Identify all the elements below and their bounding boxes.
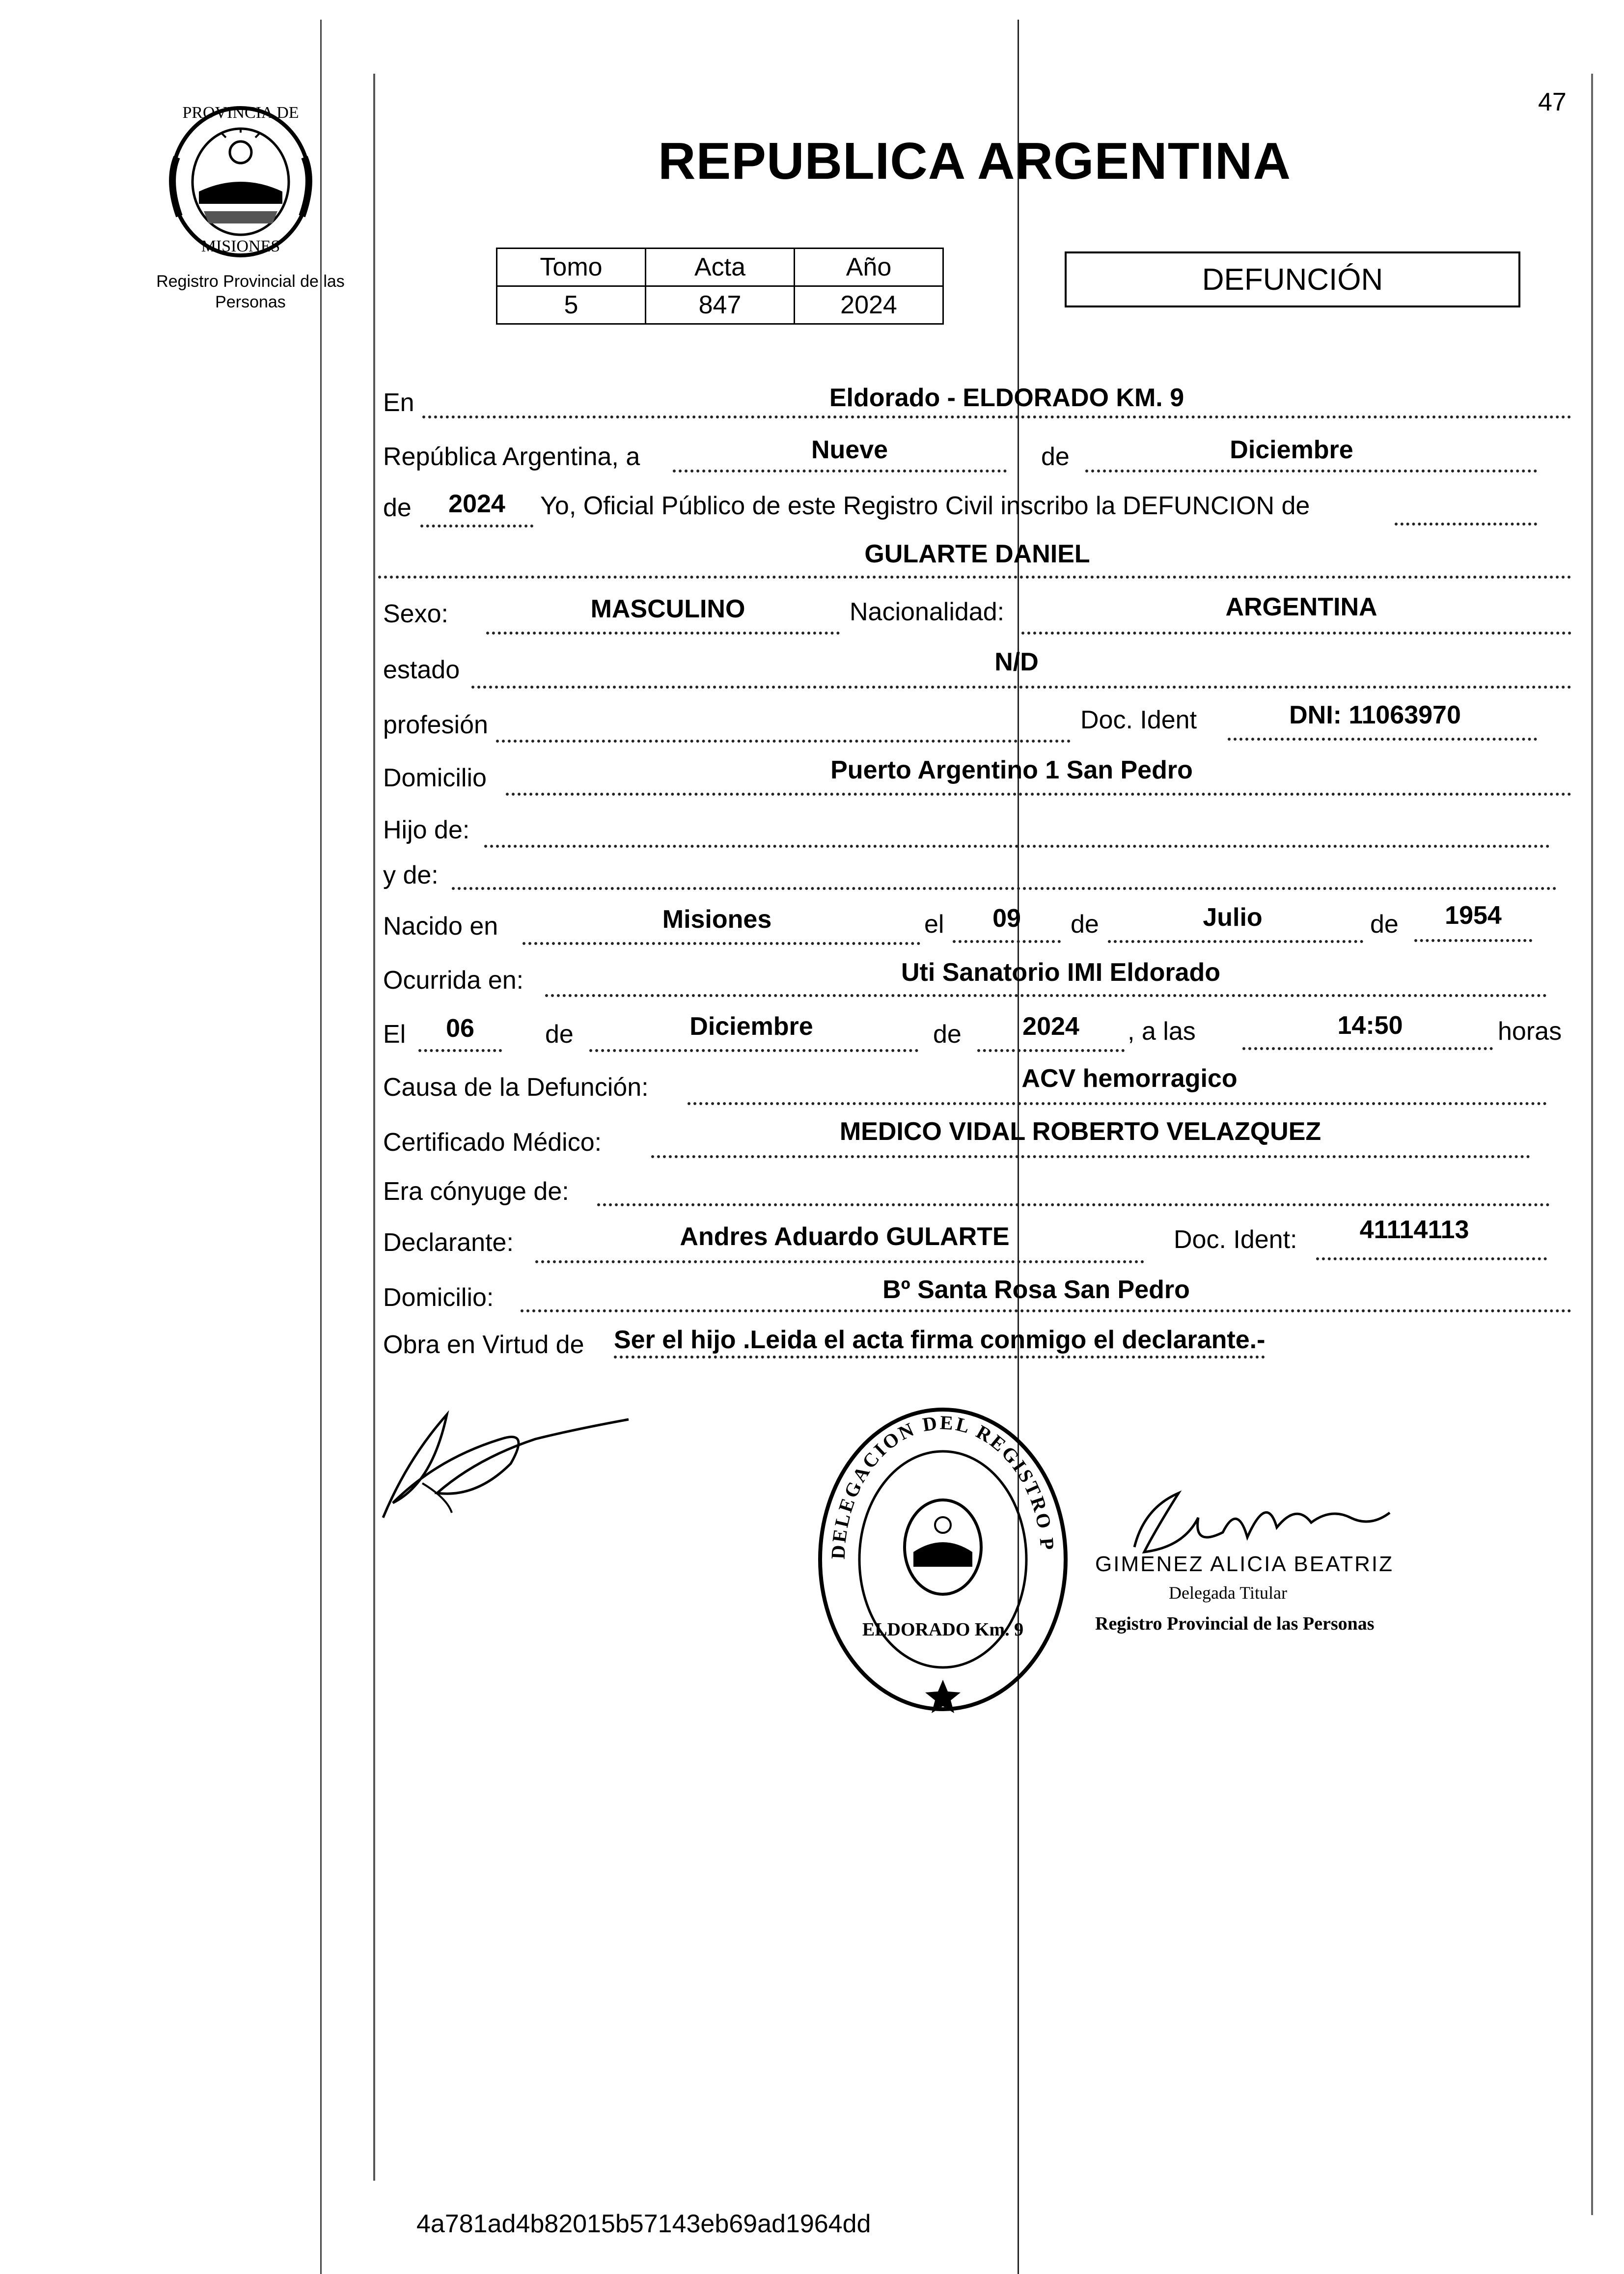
seal-text: DELEGACION DEL REGISTRO P [826, 1411, 1059, 1560]
delegate-role: Delegada Titular [1169, 1583, 1287, 1603]
table-cell-tomo: 5 [497, 286, 646, 324]
obra-label: Obra en Virtud de [383, 1331, 584, 1359]
nacionalidad-label: Nacionalidad: [850, 598, 1005, 626]
nacido-month: Julio [1203, 903, 1263, 932]
table-header-tomo: Tomo [497, 249, 646, 286]
en-label: En [383, 388, 414, 417]
official-seal [815, 1405, 1071, 1714]
dotted-line [418, 1049, 502, 1052]
rep-de: de [1041, 443, 1070, 471]
nacido-value: Misiones [662, 905, 772, 934]
page-title: REPUBLICA ARGENTINA [658, 132, 1292, 190]
dotted-line [486, 632, 840, 635]
svg-text:DELEGACION DEL REGISTRO PROVIN [815, 1405, 1059, 1559]
dotted-line [1242, 1047, 1493, 1050]
declarante-label: Declarante: [383, 1228, 514, 1257]
name-value: GULARTE DANIEL [864, 540, 1090, 568]
yde-label: y de: [383, 861, 439, 889]
estado-value: N/D [994, 648, 1039, 676]
dotted-line [597, 1203, 1550, 1206]
death-month: Diciembre [689, 1012, 813, 1041]
nacido-year: 1954 [1445, 901, 1502, 930]
year-value: 2024 [448, 490, 505, 518]
dotted-line [535, 1260, 1144, 1263]
decl-doc-label: Doc. Ident: [1174, 1225, 1297, 1254]
ocurrida-value: Uti Sanatorio IMI Eldorado [901, 958, 1221, 987]
domicilio2-label: Domicilio: [383, 1283, 494, 1312]
document-type-box [1065, 251, 1520, 307]
dotted-line [506, 793, 1571, 796]
cert-label: Certificado Médico: [383, 1128, 602, 1157]
left-margin-line [320, 20, 322, 2274]
el-label: el [924, 910, 944, 939]
dotted-line [422, 416, 1571, 418]
oficial-text: Yo, Oficial Público de este Registro Civil inscribo la DEFUNCION de [540, 492, 1310, 520]
decl-doc-value: 41114113 [1359, 1216, 1469, 1244]
page-number: 47 [1538, 88, 1567, 116]
frame-left-border [373, 74, 375, 2181]
de3-label: de [545, 1020, 574, 1049]
de4-label: de [933, 1020, 962, 1049]
declarante-value: Andres Aduardo GULARTE [680, 1222, 1010, 1251]
dotted-line [1228, 738, 1537, 741]
profesion-label: profesión [383, 711, 488, 739]
registry-label: Registro Provincial de las Personas [156, 272, 345, 311]
dotted-line [1414, 939, 1532, 942]
table-cell-anio: 2024 [795, 286, 943, 324]
dotted-line [496, 740, 1071, 743]
table-header-acta: Acta [646, 249, 795, 286]
sexo-label: Sexo: [383, 600, 448, 628]
dotted-line [521, 1309, 1571, 1312]
el2-label: El [383, 1020, 406, 1049]
rep-month: Diciembre [1230, 436, 1353, 464]
dotted-line [420, 525, 533, 527]
rep-day: Nueve [811, 436, 888, 464]
dotted-line [484, 845, 1550, 848]
alas-label: , a las [1128, 1017, 1196, 1046]
dotted-line [953, 940, 1061, 943]
dotted-line [378, 576, 1571, 579]
dotted-line [1085, 470, 1537, 472]
dotted-line [977, 1049, 1125, 1052]
delegate-institution: Registro Provincial de las Personas [1095, 1613, 1375, 1634]
dotted-line [1108, 940, 1363, 943]
dotted-line [1316, 1257, 1547, 1260]
death-year: 2024 [1022, 1012, 1079, 1041]
sexo-value: MASCULINO [590, 595, 745, 623]
doc-ident-label: Doc. Ident [1080, 706, 1197, 734]
nacionalidad-value: ARGENTINA [1225, 593, 1377, 621]
fold-line [1018, 20, 1019, 2274]
causa-value: ACV hemorragico [1021, 1064, 1238, 1093]
dotted-line [523, 942, 920, 945]
doc-ident-value: DNI: 11063970 [1289, 701, 1461, 729]
declarant-signature [378, 1385, 633, 1523]
en-value: Eldorado - ELDORADO KM. 9 [829, 384, 1184, 412]
cert-value: MEDICO VIDAL ROBERTO VELAZQUEZ [839, 1117, 1321, 1146]
nacido-label: Nacido en [383, 912, 498, 941]
de1-label: de [1071, 910, 1099, 939]
de2-label: de [1370, 910, 1399, 939]
dotted-line [589, 1049, 918, 1052]
estado-label: estado [383, 656, 460, 684]
domicilio-value: Puerto Argentino 1 San Pedro [830, 756, 1193, 784]
dotted-line [688, 1102, 1547, 1105]
dotted-line [1395, 523, 1537, 526]
delegate-name: GIMENEZ ALICIA BEATRIZ [1095, 1552, 1394, 1576]
document-type: DEFUNCIÓN [1202, 262, 1383, 297]
year-de-label: de [383, 494, 412, 522]
frame-right-border [1591, 74, 1593, 2215]
rep-label: República Argentina, a [383, 443, 640, 471]
emblem-top-text: PROVINCIA DE [182, 104, 299, 122]
conyuge-label: Era cónyuge de: [383, 1177, 569, 1206]
dotted-line [651, 1155, 1530, 1158]
dotted-line [452, 887, 1557, 890]
footer-hash: 4a781ad4b82015b57143eb69ad1964dd [416, 2210, 871, 2238]
table-header-anio: Año [795, 249, 943, 286]
horas-label: horas [1498, 1017, 1562, 1046]
province-emblem [162, 98, 319, 260]
acta-table [496, 248, 944, 325]
dotted-line [471, 686, 1571, 689]
table-cell-acta: 847 [646, 286, 795, 324]
domicilio-label: Domicilio [383, 764, 487, 792]
nacido-day: 09 [992, 904, 1021, 933]
causa-label: Causa de la Defunción: [383, 1073, 649, 1102]
death-time: 14:50 [1337, 1011, 1403, 1040]
death-day: 06 [446, 1014, 474, 1043]
dotted-line [545, 994, 1547, 997]
hijo-label: Hijo de: [383, 816, 470, 844]
dotted-line [673, 470, 1007, 472]
ocurrida-label: Ocurrida en: [383, 966, 524, 995]
domicilio2-value: Bº Santa Rosa San Pedro [882, 1276, 1190, 1304]
seal-inner-text: ELDORADO Km. 9 [862, 1619, 1024, 1640]
dotted-line [1021, 632, 1571, 635]
emblem-bottom-text: MISIONES [201, 237, 280, 255]
obra-value: Ser el hijo .Leida el acta firma conmigo el declarante.- [614, 1325, 1265, 1359]
